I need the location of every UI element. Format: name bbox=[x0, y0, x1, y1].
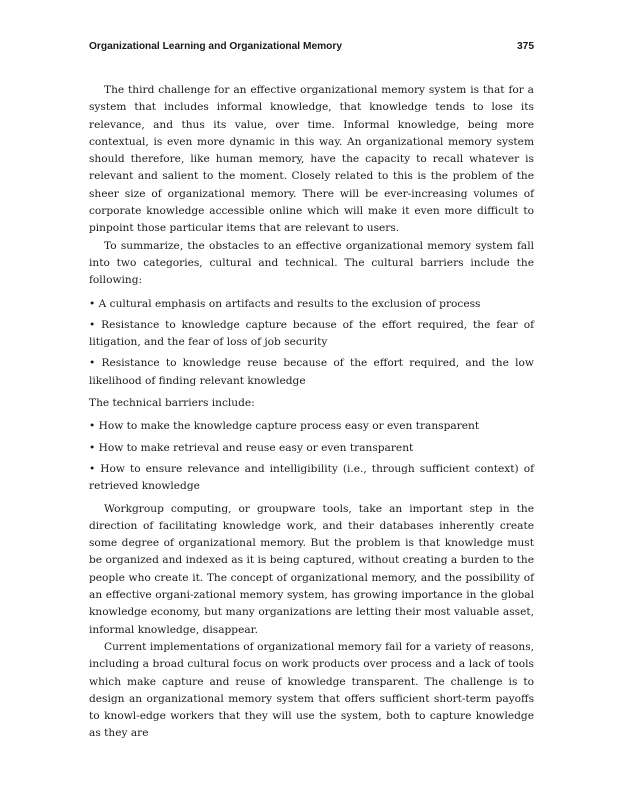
paragraph-current-implementations: Current implementations of organizational memory fail for a variety of reasons, including a broad cultural focus on work products over process and a lack of tools which make capture and reuse of knowledge transparent. The challenge is to design an organizational memory system that offers sufficient short-term payoffs to knowl-edge workers that they will use the system, both to capture knowledge as they are bbox=[89, 640, 534, 740]
cultural-barrier-item: • Resistance to knowledge capture because of the effort required, the fear of litigation, and the fear of loss of job security bbox=[89, 318, 534, 349]
technical-barrier-item: • How to make retrieval and reuse easy or even transparent bbox=[89, 441, 414, 454]
technical-barrier-item: • How to ensure relevance and intelligibility (i.e., through sufficient context) of retrieved knowledge bbox=[89, 462, 534, 493]
paragraph-summary: To summarize, the obstacles to an effective organizational memory system fall into two categories, cultural and technical. The cultural barriers include the following: bbox=[89, 239, 534, 287]
running-head-title: Organizational Learning and Organizational Memory bbox=[89, 41, 343, 52]
page-number: 375 bbox=[517, 41, 534, 52]
cultural-barrier-item: • A cultural emphasis on artifacts and results to the exclusion of process bbox=[89, 297, 481, 310]
technical-barriers-intro: The technical barriers include: bbox=[89, 397, 255, 410]
cultural-barrier-item: • Resistance to knowledge reuse because of the effort required, and the low likelihood of finding relevant knowledge bbox=[89, 357, 534, 387]
running-header bbox=[89, 41, 534, 57]
body-text bbox=[89, 82, 534, 743]
technical-barrier-item: • How to make the knowledge capture process easy or even transparent bbox=[89, 420, 480, 433]
paragraph-workgroup-computing: Workgroup computing, or groupware tools, take an important step in the direction of facilitating knowledge work, and their databases inherently create some degree of organizational memory. But the problem is that knowledge must be organized and indexed as it is being captured, without creating a burden to the people who create it. The concept of organizational memory, and the possibility of an effective organi-zational memory system, has growing importance in the global knowledge economy, but many organizations are letting their most valuable asset, informal knowledge, disappear. bbox=[89, 502, 534, 636]
paragraph-third-challenge: The third challenge for an effective organizational memory system is that for a system that includes informal knowledge, that knowledge tends to lose its relevance, and thus its value, over time. Informal knowledge, being more contextual, is even more dynamic in this way. An organizational memory system should therefore, like human memory, have the capacity to recall whatever is relevant and salient to the moment. Closely related to this is the problem of the sheer size of organizational memory. There will be ever-increasing volumes of corporate knowledge accessible online which will make it even more difficult to pinpoint those particular items that are relevant to users. bbox=[89, 84, 534, 235]
